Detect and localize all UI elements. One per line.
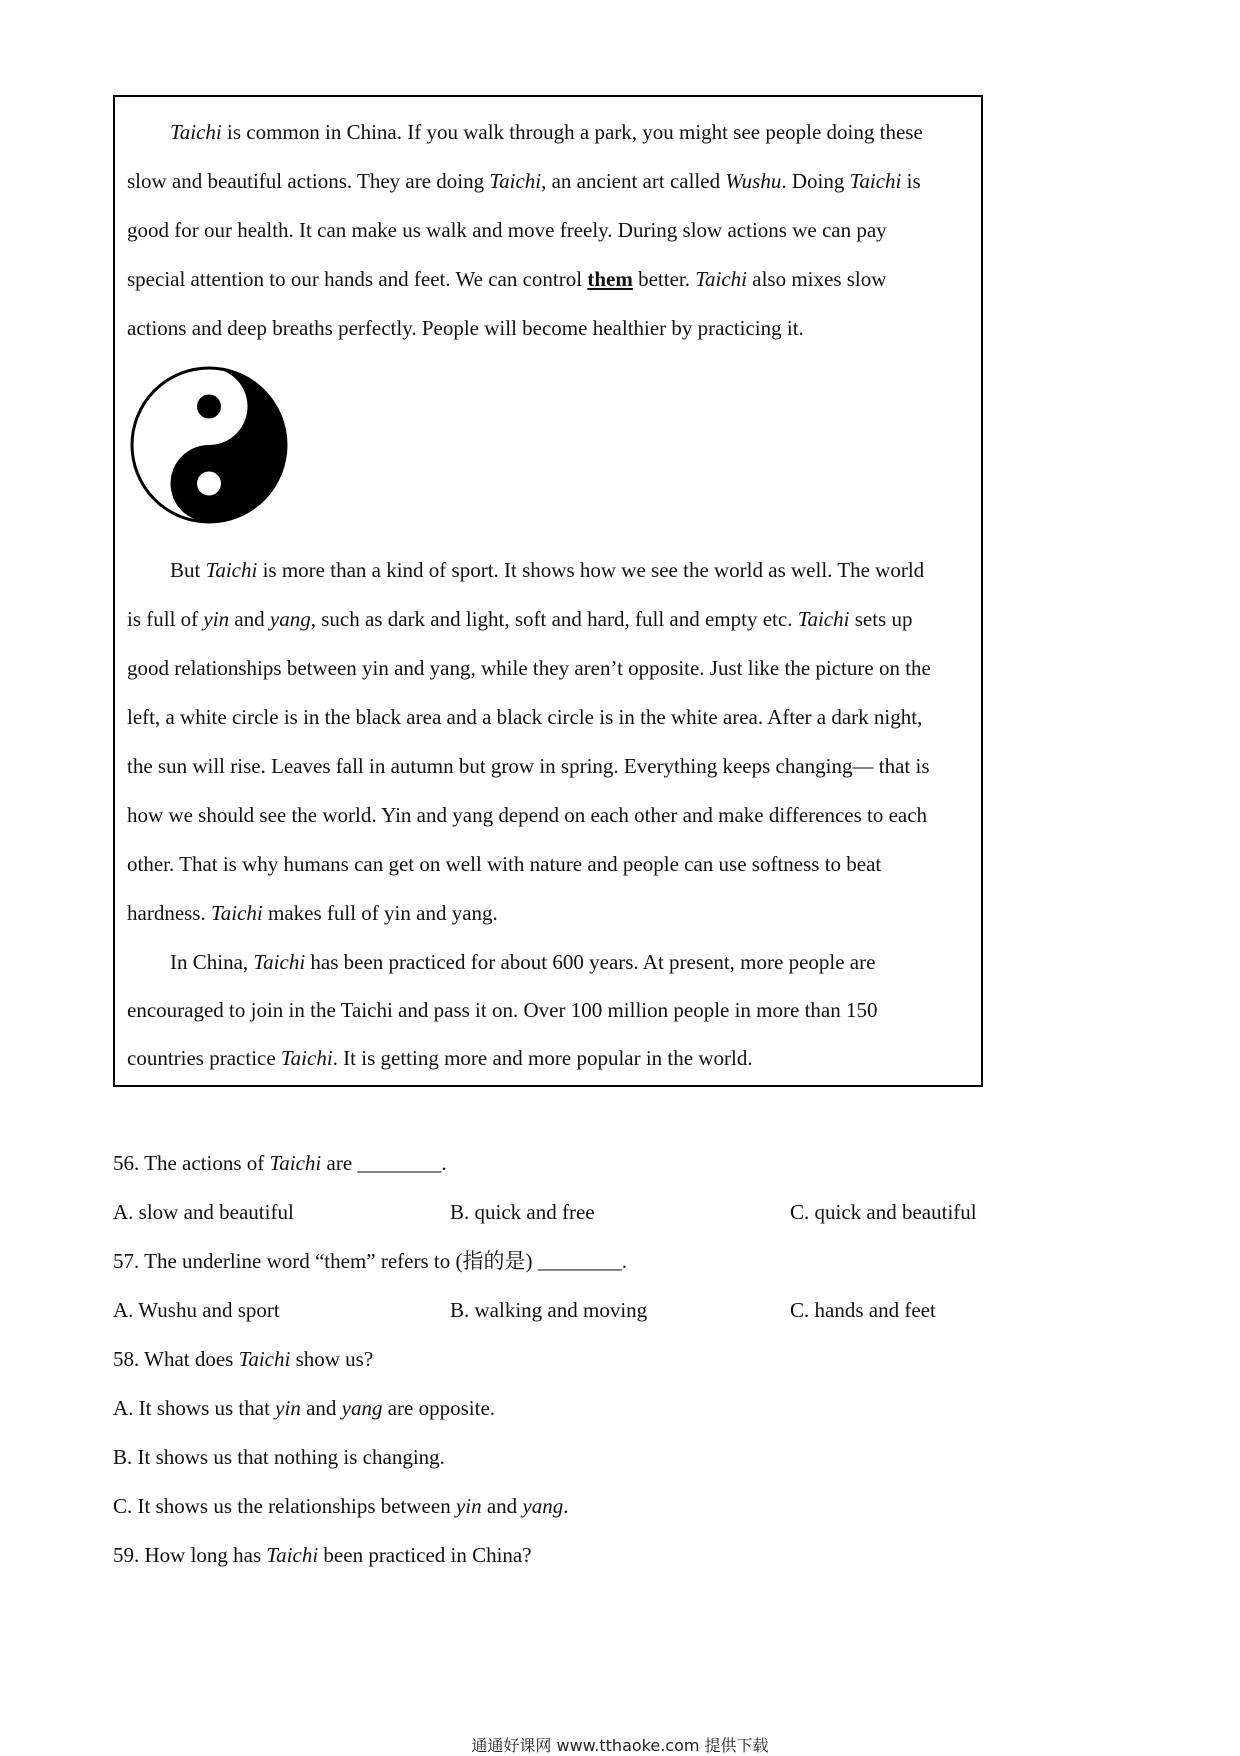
passage-line: encouraged to join in the Taichi and pass it on. Over 100 million people in more than 150 bbox=[127, 998, 878, 1022]
passage-line: other. That is why humans can get on well with nature and people can use softness to beat bbox=[127, 852, 882, 876]
passage-line: actions and deep breaths perfectly. People will become healthier by practicing it. bbox=[127, 316, 804, 340]
question-56: 56. The actions of Taichi are ________. bbox=[113, 1151, 447, 1175]
passage-line: how we should see the world. Yin and yang depend on each other and make differences to each bbox=[127, 803, 928, 827]
passage-line: good relationships between yin and yang, while they aren’t opposite. Just like the picture on the bbox=[127, 656, 931, 680]
option-57-c: C. hands and feet bbox=[790, 1298, 936, 1322]
option-58-c: C. It shows us the relationships between yin and yang. bbox=[113, 1494, 569, 1518]
option-56-c: C. quick and beautiful bbox=[790, 1200, 977, 1224]
passage-line: Taichi is common in China. If you walk through a park, you might see people doing these bbox=[170, 120, 923, 144]
yin-yang-icon bbox=[129, 365, 289, 525]
page-footer: 通通好课网 www.tthaoke.com 提供下载 bbox=[471, 1736, 769, 1755]
option-58-b: B. It shows us that nothing is changing. bbox=[113, 1445, 445, 1469]
option-56-a: A. slow and beautiful bbox=[113, 1200, 294, 1224]
option-57-b: B. walking and moving bbox=[450, 1298, 648, 1322]
passage-line: left, a white circle is in the black area and a black circle is in the white area. After a dark night, bbox=[127, 705, 923, 729]
option-57-a: A. Wushu and sport bbox=[113, 1298, 280, 1322]
question-57: 57. The underline word “them” refers to (指的是) ________. bbox=[113, 1249, 627, 1273]
reading-passage-box bbox=[113, 95, 983, 1087]
question-59: 59. How long has Taichi been practiced in China? bbox=[113, 1543, 532, 1567]
passage-line: countries practice Taichi. It is getting more and more popular in the world. bbox=[127, 1046, 753, 1070]
question-58: 58. What does Taichi show us? bbox=[113, 1347, 374, 1371]
passage-line: good for our health. It can make us walk and move freely. During slow actions we can pay bbox=[127, 218, 887, 242]
passage-line: special attention to our hands and feet. We can control them better. Taichi also mixes slow bbox=[127, 267, 887, 291]
passage-line: the sun will rise. Leaves fall in autumn but grow in spring. Everything keeps changing— that is bbox=[127, 754, 930, 778]
passage-line: But Taichi is more than a kind of sport. It shows how we see the world as well. The world bbox=[170, 558, 925, 582]
option-56-b: B. quick and free bbox=[450, 1200, 595, 1224]
passage-line: In China, Taichi has been practiced for about 600 years. At present, more people are bbox=[170, 950, 876, 974]
passage-line: is full of yin and yang, such as dark and light, soft and hard, full and empty etc. Taichi sets up bbox=[127, 607, 913, 631]
passage-line: hardness. Taichi makes full of yin and yang. bbox=[127, 901, 498, 925]
underlined-word-them: them bbox=[587, 267, 633, 291]
option-58-a: A. It shows us that yin and yang are opposite. bbox=[113, 1396, 496, 1420]
passage-line: slow and beautiful actions. They are doing Taichi, an ancient art called Wushu. Doing Taichi is bbox=[127, 169, 921, 193]
